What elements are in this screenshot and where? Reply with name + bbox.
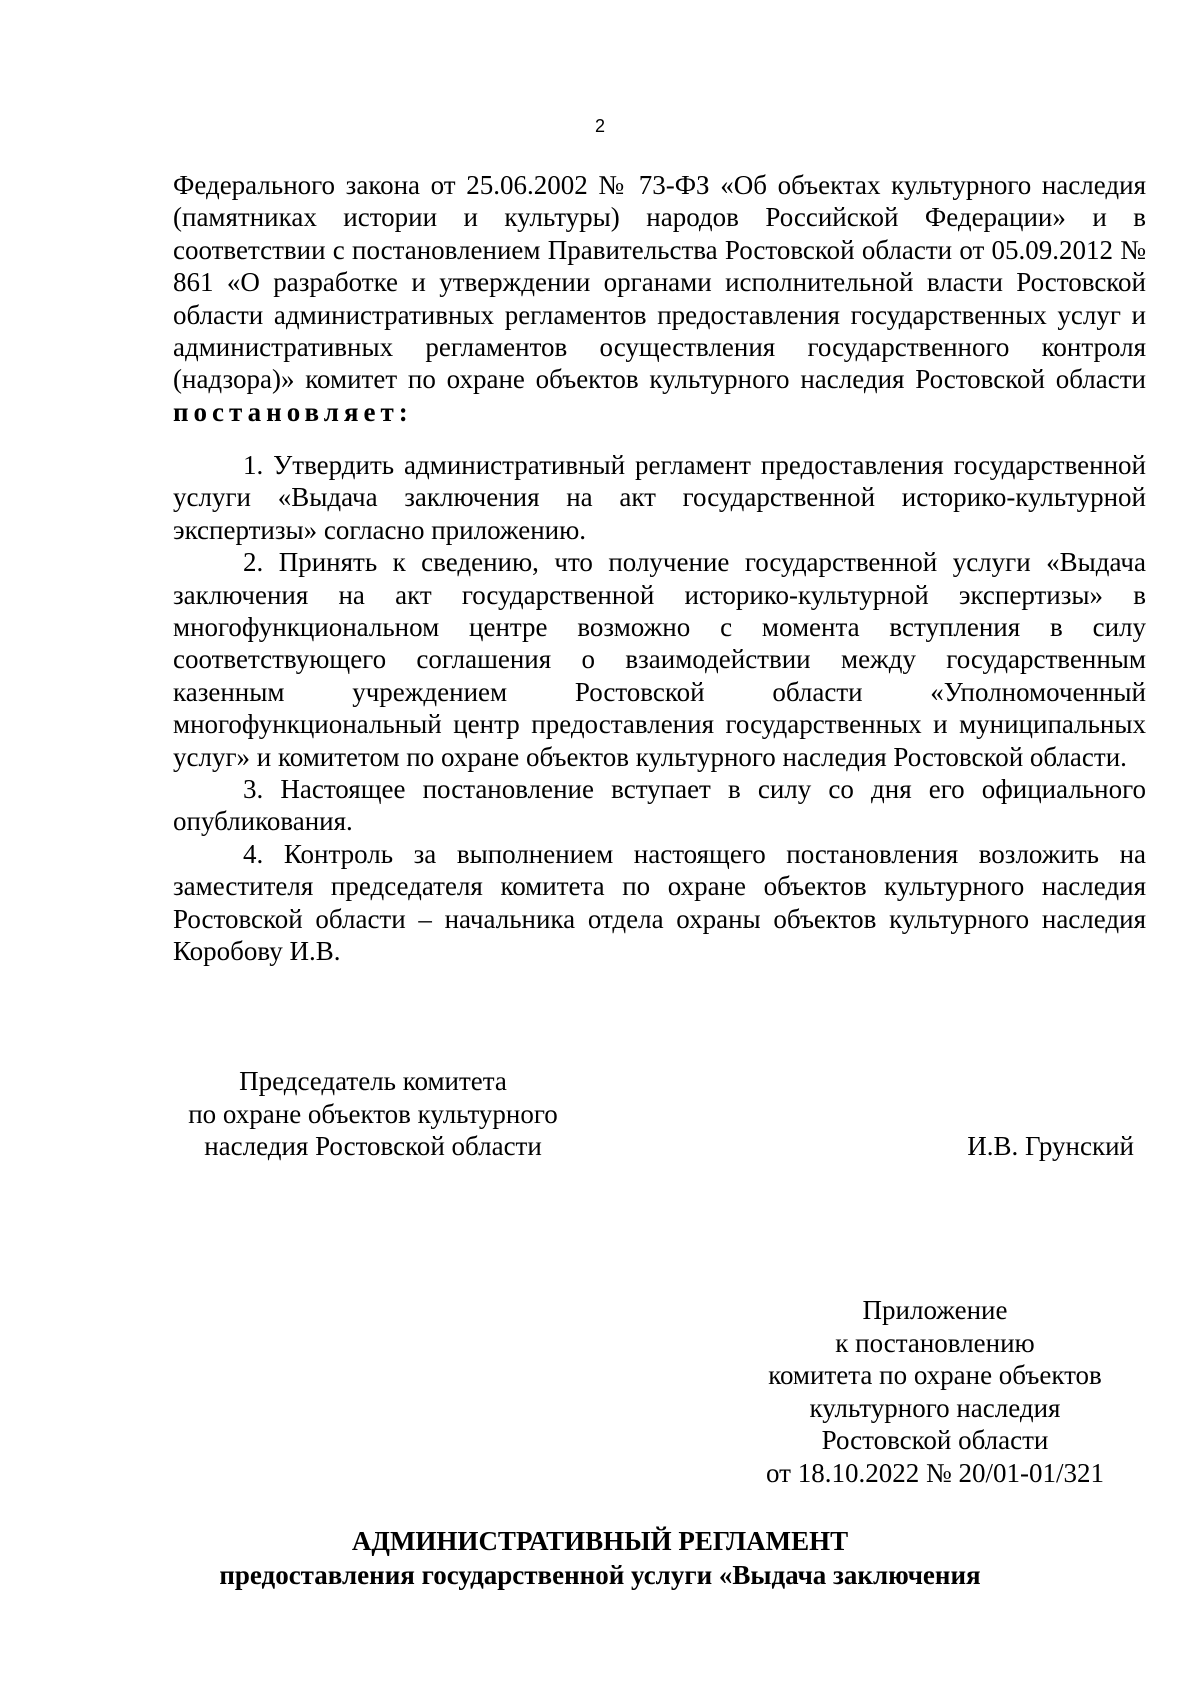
signatory-position-line: по охране объектов культурного: [188, 1098, 558, 1129]
intro-text: [173, 169, 1146, 428]
appendix-line: от 18.10.2022 № 20/01-01/321: [766, 1457, 1104, 1488]
appendix-line: комитета по охране объектов: [768, 1360, 1102, 1390]
decree-item-3: 3. Настоящее постановление вступает в силу со дня его официального опубликования.: [173, 774, 1146, 837]
appendix-line: Ростовской области: [821, 1425, 1049, 1455]
page-number: 2: [594, 116, 605, 136]
regulation-subtitle: предоставления государственной услуги «Выдача заключения: [219, 1560, 981, 1590]
regulation-title: АДМИНИСТРАТИВНЫЙ РЕГЛАМЕНТ: [351, 1526, 849, 1556]
signatory-position-line: Председатель комитета: [239, 1066, 507, 1096]
signatory-position: [173, 1065, 573, 1163]
decree-item-4: 4. Контроль за выполнением настоящего постановления возложить на заместителя председателя комитета по охране объектов культурного наследия Ростовской области – начальника отдела охраны объектов культурного наследия Коробову И.В.: [173, 838, 1146, 967]
appendix-line: культурного наследия: [809, 1392, 1061, 1423]
appendix-line: к постановлению: [835, 1327, 1035, 1358]
intro-paragraph: [173, 169, 1146, 428]
decree-item-1: 1. Утвердить административный регламент предоставления государственной услуги «Выдача заключения на акт государственной историко-культурной экспертизы» согласно приложению.: [173, 450, 1146, 545]
decree-items: [173, 449, 1146, 968]
decree-word: постановляет:: [173, 396, 413, 427]
decree-item-2: 2. Принять к сведению, что получение государственной услуги «Выдача заключения на акт государственной историко-культурной экспертизы» в многофункциональном центре возможно с момента вступления в силу соответствующего соглашения о взаимодействии между государственным казенным учреждением Ростовской области «Уполномоченный многофункциональный центр предоставления государственных и муниципальных услуг» и комитетом по охране объектов культурного наследия Ростовской области.: [173, 547, 1146, 772]
signatory-name: И.В. Грунский: [967, 1131, 1134, 1161]
signatory-position-line: наследия Ростовской области: [204, 1131, 542, 1161]
appendix-header: [740, 1294, 1130, 1489]
intro-body: Федерального закона от 25.06.2002 № 73-ФЗ «Об объектах культурного наследия (памятниках истории и культуры) народов Российской Федерации» и в соответствии с постановлением Правительства Ростовской области от 05.09.2012 № 861 «О разработке и утверждении органами исполнительной власти Ростовской области административных регламентов предоставления государственных услуг и административных регламентов осуществления государственного контроля (надзора)» комитет по охране объектов культурного наследия Ростовской области: [173, 170, 1146, 395]
appendix-line: Приложение: [862, 1295, 1008, 1325]
